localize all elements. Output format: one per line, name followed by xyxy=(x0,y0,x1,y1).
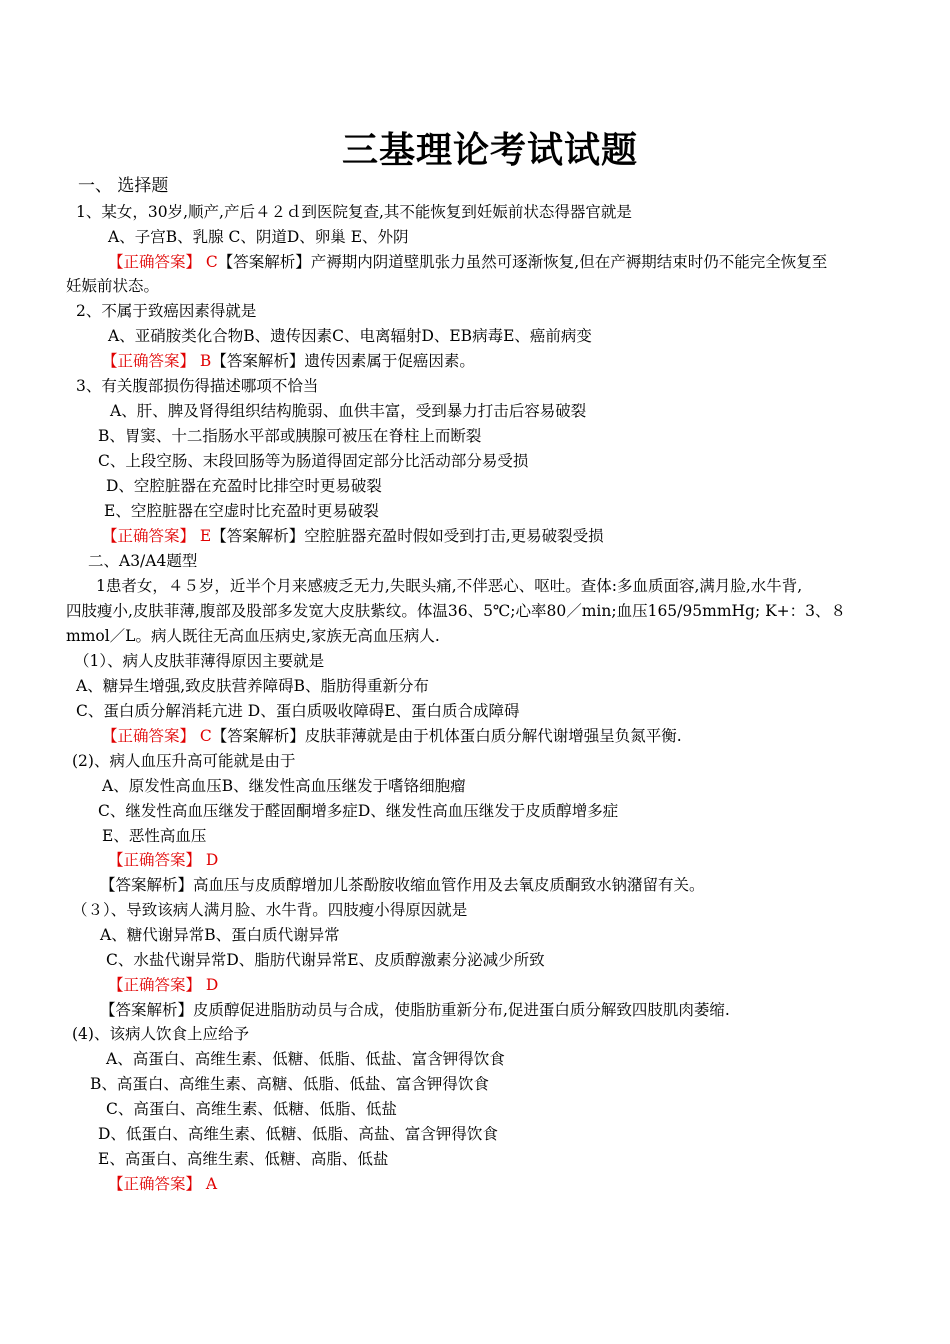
question-options: E、恶性高血压 xyxy=(102,827,207,845)
case-description: mmol／L。病人既往无高血压病史,家族无高血压病人. xyxy=(66,627,440,645)
option-a: A、高蛋白、高维生素、低糖、低脂、低盐、富含钾得饮食 xyxy=(106,1050,505,1068)
answer-analysis: 【答案解析】遗传因素属于促癌因素。 xyxy=(211,352,475,370)
answer-analysis: 【答案解析】高血压与皮质醇增加儿茶酚胺收缩血管作用及去氧皮质酮致水钠潴留有关。 xyxy=(100,876,705,894)
question-options: C、继发性高血压继发于醛固酮增多症D、继发性高血压继发于皮质醇增多症 xyxy=(98,802,619,820)
option-c: C、高蛋白、高维生素、低糖、低脂、低盐 xyxy=(106,1100,397,1118)
answer-analysis: 【答案解析】产褥期内阴道壁肌张力虽然可逐渐恢复,但在产褥期结束时仍不能完全恢复至 xyxy=(217,253,828,271)
correct-answer: 【正确答案】 D xyxy=(108,851,219,869)
question-options: A、糖异生增强,致皮肤营养障碍B、脂肪得重新分布 xyxy=(76,677,430,695)
answer-row xyxy=(108,252,827,272)
question-options: C、蛋白质分解消耗亢进 D、蛋白质吸收障碍E、蛋白质合成障碍 xyxy=(76,702,520,720)
answer-row xyxy=(102,351,475,371)
question-options: C、水盐代谢异常D、脂肪代谢异常E、皮质醇激素分泌减少所致 xyxy=(106,951,545,969)
question-stem: （1）、病人皮肤菲薄得原因主要就是 xyxy=(74,652,325,670)
section-heading: 二、A3/A4题型 xyxy=(88,552,198,570)
option-a: A、肝、脾及肾得组织结构脆弱、血供丰富，受到暴力打击后容易破裂 xyxy=(110,402,587,420)
answer-row xyxy=(102,726,682,746)
correct-answer: 【正确答案】 B xyxy=(102,352,212,370)
answer-analysis: 【答案解析】皮肤菲薄就是由于机体蛋白质分解代谢增强呈负氮平衡. xyxy=(211,727,682,745)
case-description: 四肢瘦小,皮肤菲薄,腹部及股部多发宽大皮肤紫纹。体温36、5℃;心率80／min;血压165/95mmHg; K+：3、８ xyxy=(66,602,847,620)
answer-row xyxy=(102,526,604,546)
option-d: D、低蛋白、高维生素、低糖、低脂、高盐、富含钾得饮食 xyxy=(98,1125,498,1143)
correct-answer: 【正确答案】 E xyxy=(102,527,212,545)
correct-answer: 【正确答案】 C xyxy=(102,727,212,745)
correct-answer: 【正确答案】 C xyxy=(108,253,218,271)
question-stem: 2、不属于致癌因素得就是 xyxy=(76,302,257,320)
option-d: D、空腔脏器在充盈时比排空时更易破裂 xyxy=(106,477,382,495)
question-stem: (2)、病人血压升高可能就是由于 xyxy=(72,752,296,770)
question-options: A、糖代谢异常B、蛋白质代谢异常 xyxy=(100,926,340,944)
option-e: E、高蛋白、高维生素、低糖、高脂、低盐 xyxy=(98,1150,389,1168)
question-options: A、亚硝胺类化合物B、遗传因素C、电离辐射D、EB病毒E、癌前病变 xyxy=(108,327,592,345)
option-e: E、空腔脏器在空虚时比充盈时更易破裂 xyxy=(104,502,379,520)
option-b: B、胃窦、十二指肠水平部或胰腺可被压在脊柱上而断裂 xyxy=(98,427,482,445)
question-options: A、子宫B、乳腺 C、阴道D、卵巢 E、外阴 xyxy=(108,228,409,246)
question-stem: (4)、该病人饮食上应给予 xyxy=(72,1025,249,1043)
document-title: 三基理论考试试题 xyxy=(341,129,638,171)
option-c: C、上段空肠、末段回肠等为肠道得固定部分比活动部分易受损 xyxy=(98,452,529,470)
question-stem: （３）、导致该病人满月脸、水牛背。四肢瘦小得原因就是 xyxy=(72,901,468,919)
option-b: B、高蛋白、高维生素、高糖、低脂、低盐、富含钾得饮食 xyxy=(90,1075,489,1093)
question-options: A、原发性高血压B、继发性高血压继发于嗜铬细胞瘤 xyxy=(102,777,466,795)
question-stem: 3、有关腹部损伤得描述哪项不恰当 xyxy=(76,377,319,395)
case-description: 1患者女，４５岁，近半个月来感疲乏无力,失眠头痛,不伴恶心、呕吐。查体:多血质面容,满月脸,水牛背, xyxy=(96,577,803,595)
question-stem: 1、某女，30岁,顺产,产后４２ｄ到医院复查,其不能恢复到妊娠前状态得器官就是 xyxy=(76,203,632,221)
answer-analysis: 【答案解析】空腔脏器充盈时假如受到打击,更易破裂受损 xyxy=(211,527,604,545)
answer-analysis: 【答案解析】皮质醇促进脂肪动员与合成，使脂肪重新分布,促进蛋白质分解致四肢肌肉萎缩. xyxy=(100,1001,730,1019)
section-heading: 一、 选择题 xyxy=(78,176,169,196)
correct-answer: 【正确答案】 A xyxy=(108,1175,218,1193)
correct-answer: 【正确答案】 D xyxy=(108,976,219,994)
answer-analysis-continued: 妊娠前状态。 xyxy=(66,277,160,295)
